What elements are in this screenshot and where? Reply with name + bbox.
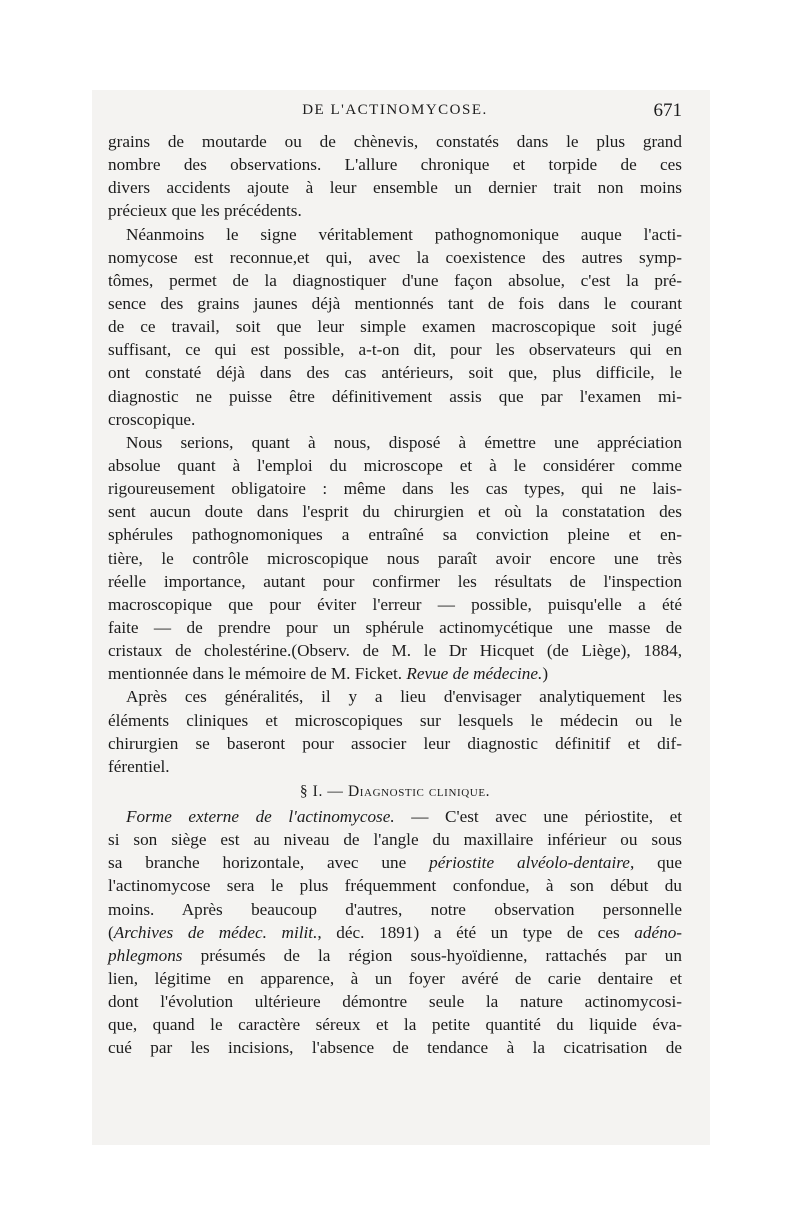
text-line <box>108 662 682 685</box>
journal-title: Revue de médecine. <box>406 664 543 684</box>
text-line: Après ces généralités, il y a lieu d'envisager analytiquement les <box>126 687 682 707</box>
text-line: moins. Après beaucoup d'autres, notre observation personnelle <box>108 899 682 919</box>
text-line <box>108 851 682 874</box>
text-fragment: ( <box>108 922 114 942</box>
text-fragment: , déc. 1891) a été un type de ces <box>317 922 635 942</box>
page-header <box>108 100 682 126</box>
text-line: cristaux de cholestérine.(Observ. de M. le Dr Hicquet (de Liège), 1884, <box>108 641 682 661</box>
text-line: macroscopique que pour éviter l'erreur — possible, puisqu'elle a été <box>108 594 682 614</box>
text-line: Nous serions, quant à nous, disposé à émettre une appréciation <box>126 432 682 452</box>
text-line: férentiel. <box>108 756 170 776</box>
text-line: que, quand le caractère séreux et la petite quantité du liquide éva- <box>108 1015 682 1035</box>
text-line: tômes, permet de la diagnostiquer d'une façon absolue, c'est la pré- <box>108 270 682 290</box>
text-fragment: — C'est avec une périostite, et <box>394 806 682 826</box>
subsection-title: Forme externe de l'actinomycose. <box>126 806 395 826</box>
text-line: réelle importance, autant pour confirmer les résultats de l'inspection <box>108 571 682 591</box>
text-fragment: mentionnée dans le mémoire de M. Ficket. <box>108 664 407 684</box>
running-head: DE L'ACTINOMYCOSE. <box>302 102 488 118</box>
section-title: Diagnostic clinique. <box>347 782 491 800</box>
text-line: rigoureusement obligatoire : même dans les cas types, qui ne lais- <box>108 479 682 499</box>
italic-term: phlegmons <box>108 945 183 965</box>
text-line: nomycose est reconnue,et qui, avec la coexistence des autres symp- <box>108 247 682 267</box>
text-line: tière, le contrôle microscopique nous paraît avoir encore une très <box>108 548 682 568</box>
text-fragment: présumés de la région sous-hyoïdienne, rattachés par un <box>182 945 682 965</box>
text-line: sent aucun doute dans l'esprit du chirurgien et où la constatation des <box>108 502 682 522</box>
text-line: sphérules pathognomoniques a entraîné sa conviction pleine et en- <box>108 525 682 545</box>
italic-term: adéno- <box>634 922 683 942</box>
section-number: § I. — <box>299 782 348 800</box>
text-line: lien, légitime en apparence, à un foyer avéré de carie dentaire et <box>108 968 682 988</box>
text-fragment: sa branche horizontale, avec une <box>108 853 430 873</box>
text-line: cué par les incisions, l'absence de tendance à la cicatrisation de <box>108 1038 682 1058</box>
text-line: de ce travail, soit que leur simple examen macroscopique soit jugé <box>108 317 682 337</box>
italic-term: périostite alvéolo-dentaire <box>429 853 630 873</box>
page-body <box>108 130 682 1059</box>
text-line: grains de moutarde ou de chènevis, constatés dans le plus grand <box>108 132 682 151</box>
section-heading <box>108 778 682 805</box>
text-line: ont constaté déjà dans des cas antérieurs, soit que, plus difficile, le <box>108 363 682 383</box>
text-line: faite — de prendre pour un sphérule actinomycétique une masse de <box>108 617 682 637</box>
text-line <box>108 944 682 967</box>
text-line <box>108 921 682 944</box>
text-line <box>108 805 682 828</box>
text-line: divers accidents ajoute à leur ensemble un dernier trait non moins <box>108 178 682 198</box>
text-line: éléments cliniques et microscopiques sur lesquels le médecin ou le <box>108 710 682 730</box>
text-line: dont l'évolution ultérieure démontre seule la nature actinomycosi- <box>108 992 682 1012</box>
text-fragment: ) <box>542 664 549 684</box>
text-line: chirurgien se baseront pour associer leur diagnostic définitif et dif- <box>108 733 682 753</box>
text-line: précieux que les précédents. <box>108 201 302 221</box>
text-line: suffisant, ce qui est possible, a-t-on dit, pour les observateurs qui en <box>108 340 682 360</box>
text-line: diagnostic ne puisse être définitivement assis que par l'examen mi- <box>108 386 682 406</box>
text-line: l'actinomycose sera le plus fréquemment confondue, à son début du <box>108 876 682 896</box>
text-fragment: , que <box>629 853 682 873</box>
text-line: croscopique. <box>108 409 196 429</box>
citation-title: Archives de médec. milit. <box>113 922 318 942</box>
text-line: sence des grains jaunes déjà mentionnés tant de fois dans le courant <box>108 293 682 313</box>
text-line: si son siège est au niveau de l'angle du maxillaire inférieur ou sous <box>108 830 682 850</box>
text-line: Néanmoins le signe véritablement pathognomonique auque l'acti- <box>126 224 682 244</box>
text-line: nombre des observations. L'allure chronique et torpide de ces <box>108 155 682 175</box>
text-line: absolue quant à l'emploi du microscope et à le considérer comme <box>108 455 682 475</box>
page-number: 671 <box>653 100 682 121</box>
